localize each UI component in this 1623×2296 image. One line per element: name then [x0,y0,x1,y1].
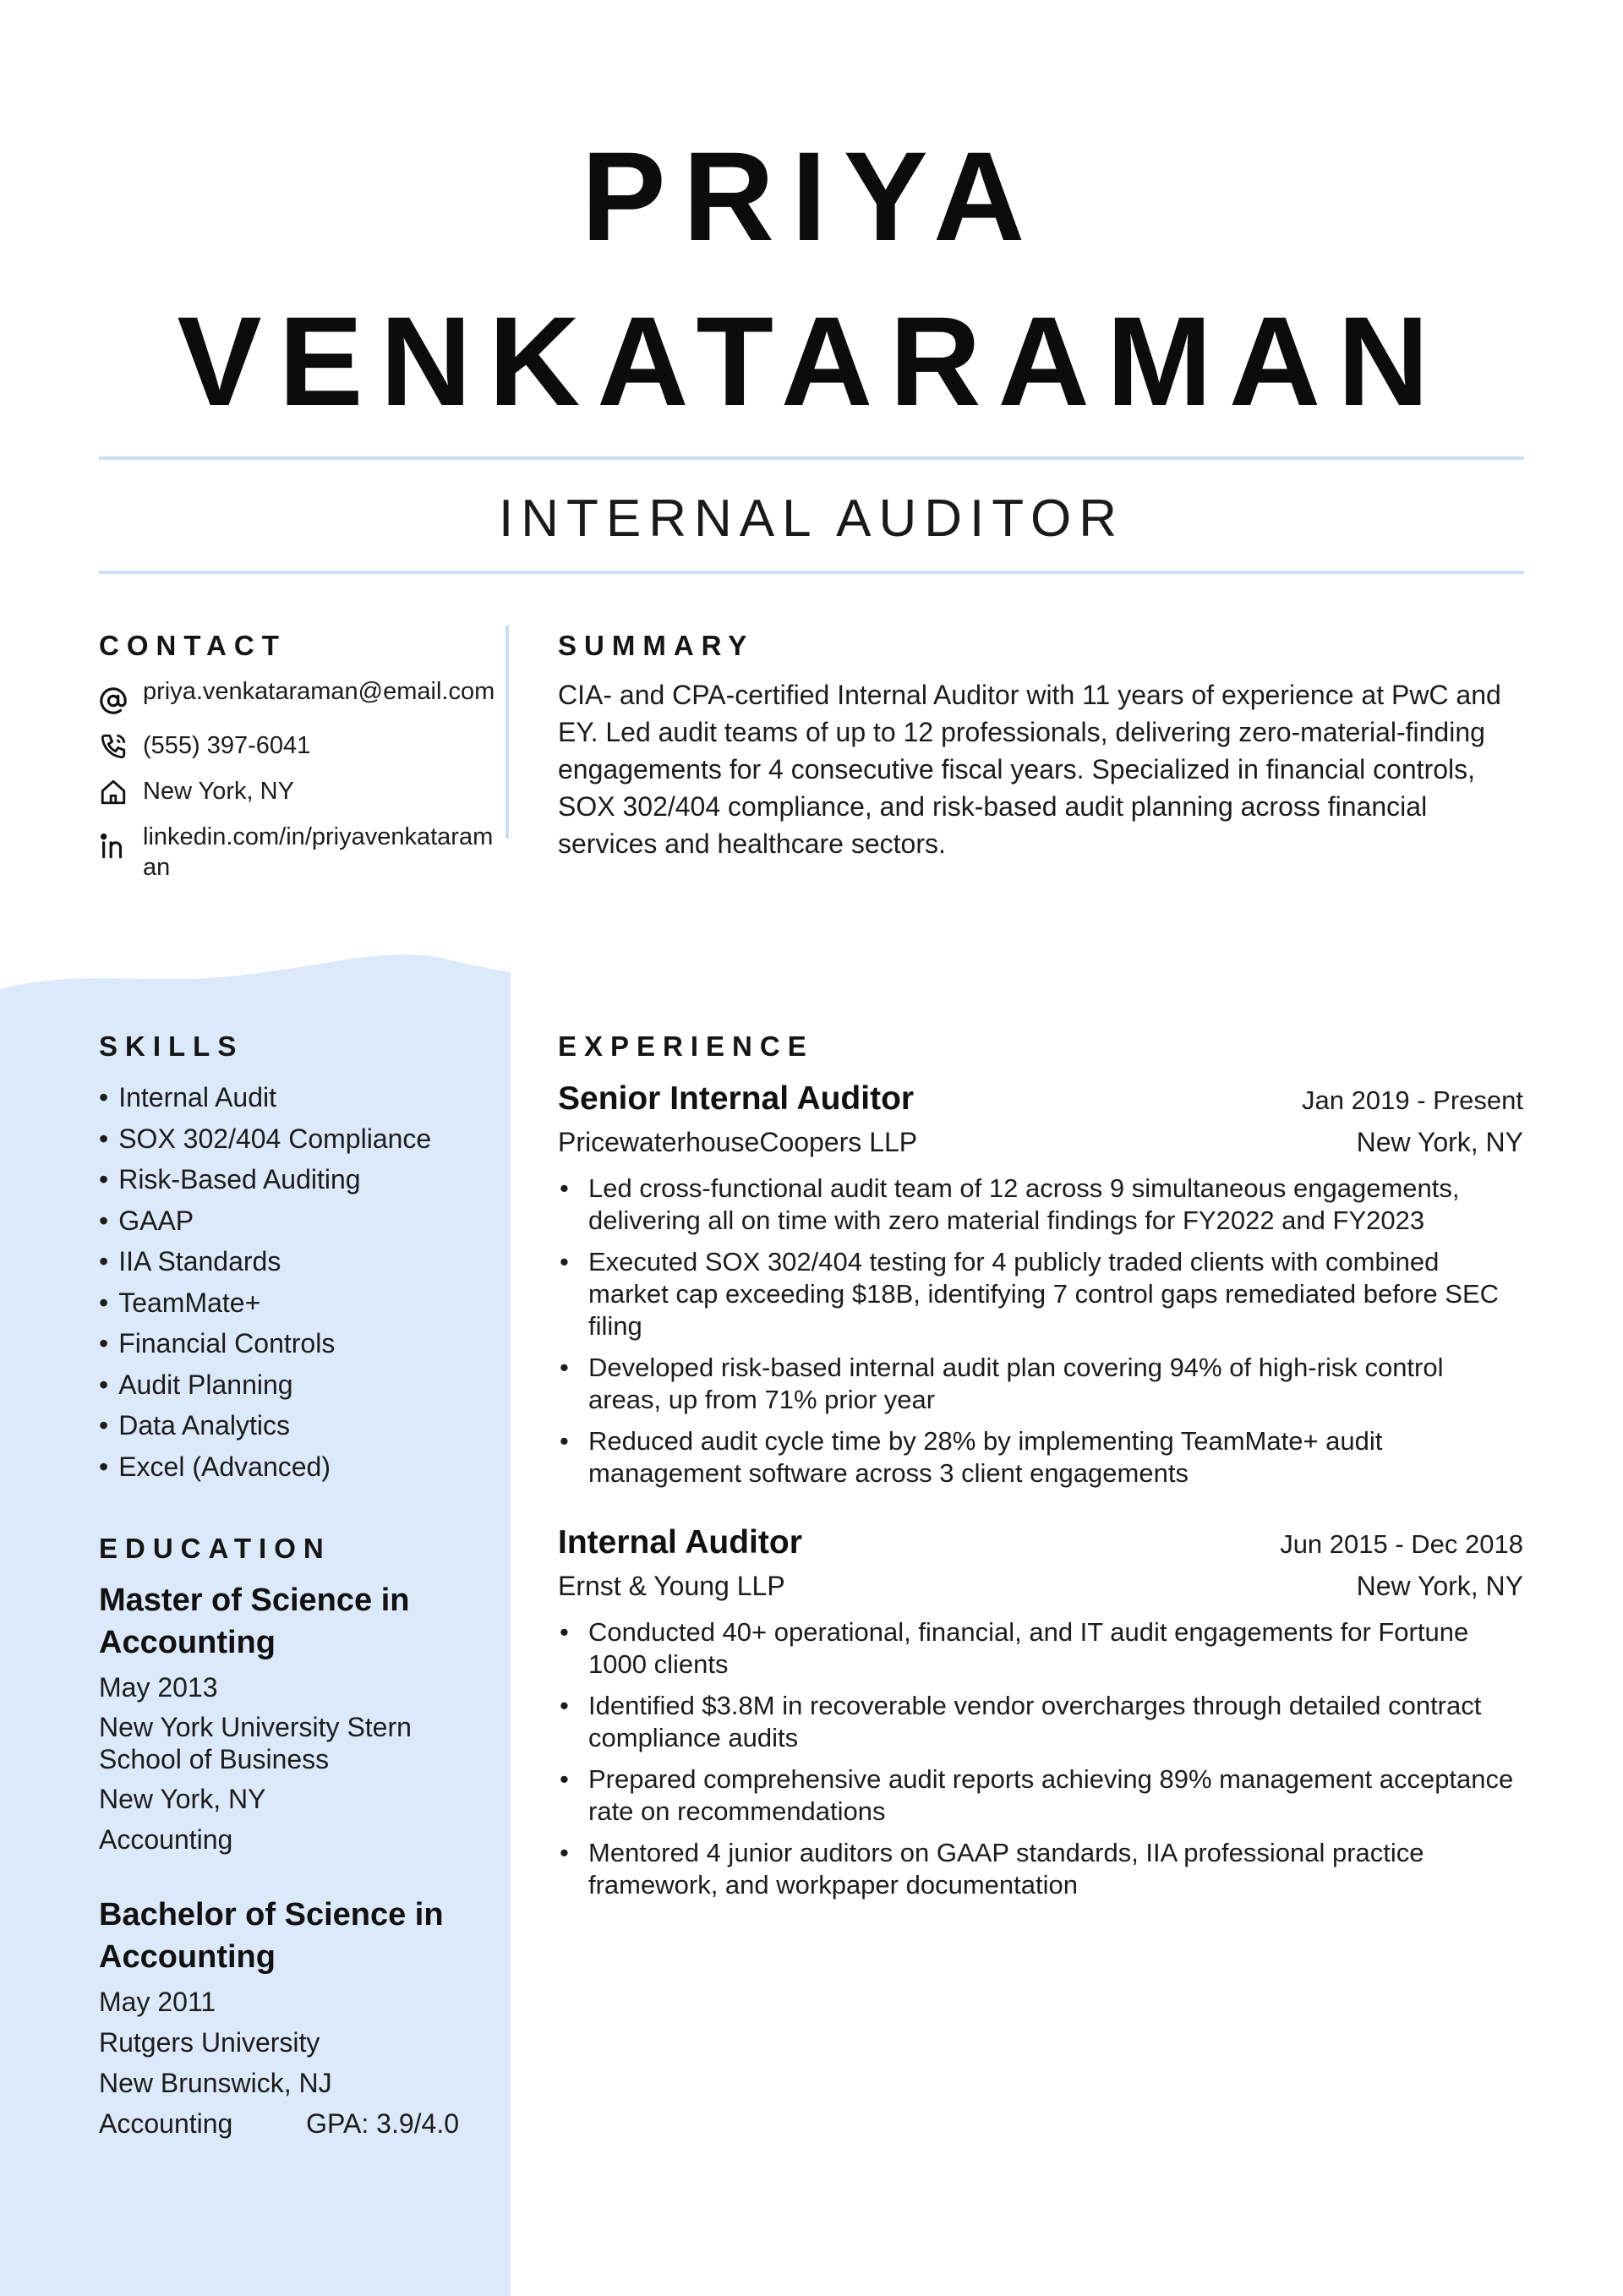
school-name: Rutgers University [99,2027,320,2058]
job-bullet: • Reduced audit cycle time by 28% by implementing TeamMate+ audit management software across 3 client engagements [558,1425,1523,1490]
job-dates: Jun 2015 - Dec 2018 [1280,1529,1523,1559]
phone-text: (555) 397-6041 [143,732,311,759]
job-bullet: • Developed risk-based internal audit plan covering 94% of high-risk control areas, up from 71% prior year [558,1352,1523,1416]
job-entry [558,1078,1523,1499]
skill-item: • TeamMate+ [99,1282,431,1324]
skill-item: • SOX 302/404 Compliance [99,1118,431,1160]
contact-phone[interactable] [99,730,503,761]
top-divider [99,456,1524,460]
email-text: priya.venkataraman@email.com [143,678,495,705]
job-role: Internal Auditor [558,1524,802,1561]
skill-item: • Internal Audit [99,1077,431,1118]
job-bullets [558,1173,1523,1490]
summary-heading: SUMMARY [558,630,755,661]
job-title: INTERNAL AUDITOR [499,489,1124,548]
location-text: New York, NY [143,778,294,805]
candidate-name [0,0,1623,444]
skill-item: • IIA Standards [99,1241,431,1282]
linkedin-text: linkedin.com/in/priyavenkataraman [143,823,494,881]
home-icon [99,778,128,806]
degree-title: Master of Science in Accounting [99,1583,410,1660]
graduation-date: May 2011 [99,1987,216,2017]
bottom-divider [99,571,1524,574]
education-heading: EDUCATION [99,1533,331,1564]
at-sign-icon [99,686,128,715]
skill-item: • Excel (Advanced) [99,1446,431,1488]
job-company-row [558,1123,1523,1161]
skill-item: • Financial Controls [99,1323,431,1364]
job-entry [558,1522,1523,1911]
job-bullet: • Mentored 4 junior auditors on GAAP standards, IIA professional practice framework, and workpaper documentation [558,1837,1523,1901]
experience-heading: EXPERIENCE [558,1030,814,1062]
skills-list [99,1077,431,1487]
job-bullet: • Conducted 40+ operational, financial, and IT audit engagements for Fortune 1000 clients [558,1616,1523,1681]
skill-item: • Data Analytics [99,1405,431,1446]
job-bullet: • Led cross-functional audit team of 12 across 9 simultaneous engagements, delivering all on time with zero material findings for FY2022 and FY2023 [558,1173,1523,1237]
job-company-row [558,1567,1523,1604]
contact-linkedin[interactable] [99,822,503,883]
field-of-study: Accounting [99,1824,233,1855]
resume-header [0,0,1623,444]
education-entry [99,1894,496,2147]
job-bullet: • Executed SOX 302/404 testing for 4 publicly traded clients with combined market cap exceeding $18B, identifying 7 control gaps remediated before SEC filing [558,1246,1523,1342]
job-location: New York, NY [1356,1571,1523,1601]
last-name: VENKATARAMAN [177,290,1446,432]
company-name: PricewaterhouseCoopers LLP [558,1127,918,1157]
job-header [558,1078,1523,1120]
contact-location [99,776,503,806]
field-of-study: Accounting [99,2108,233,2139]
graduation-date: May 2013 [99,1672,218,1703]
company-name: Ernst & Young LLP [558,1571,785,1601]
job-bullet: • Prepared comprehensive audit reports achieving 89% management acceptance rate on recommendations [558,1763,1523,1828]
job-role: Senior Internal Auditor [558,1080,915,1117]
contact-heading: CONTACT [99,630,287,661]
linkedin-icon [99,832,128,861]
job-bullets [558,1616,1523,1901]
job-header [558,1522,1523,1564]
school-location: New York, NY [99,1784,266,1814]
field-gpa-row [99,2107,459,2140]
degree-title: Bachelor of Science in Accounting [99,1897,444,1975]
skill-item: • GAAP [99,1200,431,1242]
contact-email[interactable] [99,676,503,715]
job-dates: Jan 2019 - Present [1302,1085,1523,1115]
school-location: New Brunswick, NJ [99,2068,332,2098]
skill-item: • Risk-Based Auditing [99,1159,431,1200]
education-entry [99,1579,496,1863]
gpa: GPA: 3.9/4.0 [306,2108,459,2139]
job-location: New York, NY [1356,1127,1523,1157]
first-name: PRIYA [581,125,1042,267]
contact-list [99,676,503,898]
column-divider [505,626,509,839]
job-bullet: • Identified $3.8M in recoverable vendor overcharges through detailed contract compliance audits [558,1690,1523,1754]
skill-item: • Audit Planning [99,1364,431,1406]
phone-icon [99,732,128,761]
summary-text: CIA- and CPA-certified Internal Auditor with 11 years of experience at PwC and EY. Led audit teams of up to 12 professionals, delivering zero-material-finding engagements for 4 consecutive fiscal years. Specialized in financial controls, SOX 302/404 compliance, and risk-based audit planning across financial services and healthcare sectors. [558,680,1501,859]
skills-heading: SKILLS [99,1030,244,1062]
school-name: New York University Stern School of Business [99,1712,412,1774]
